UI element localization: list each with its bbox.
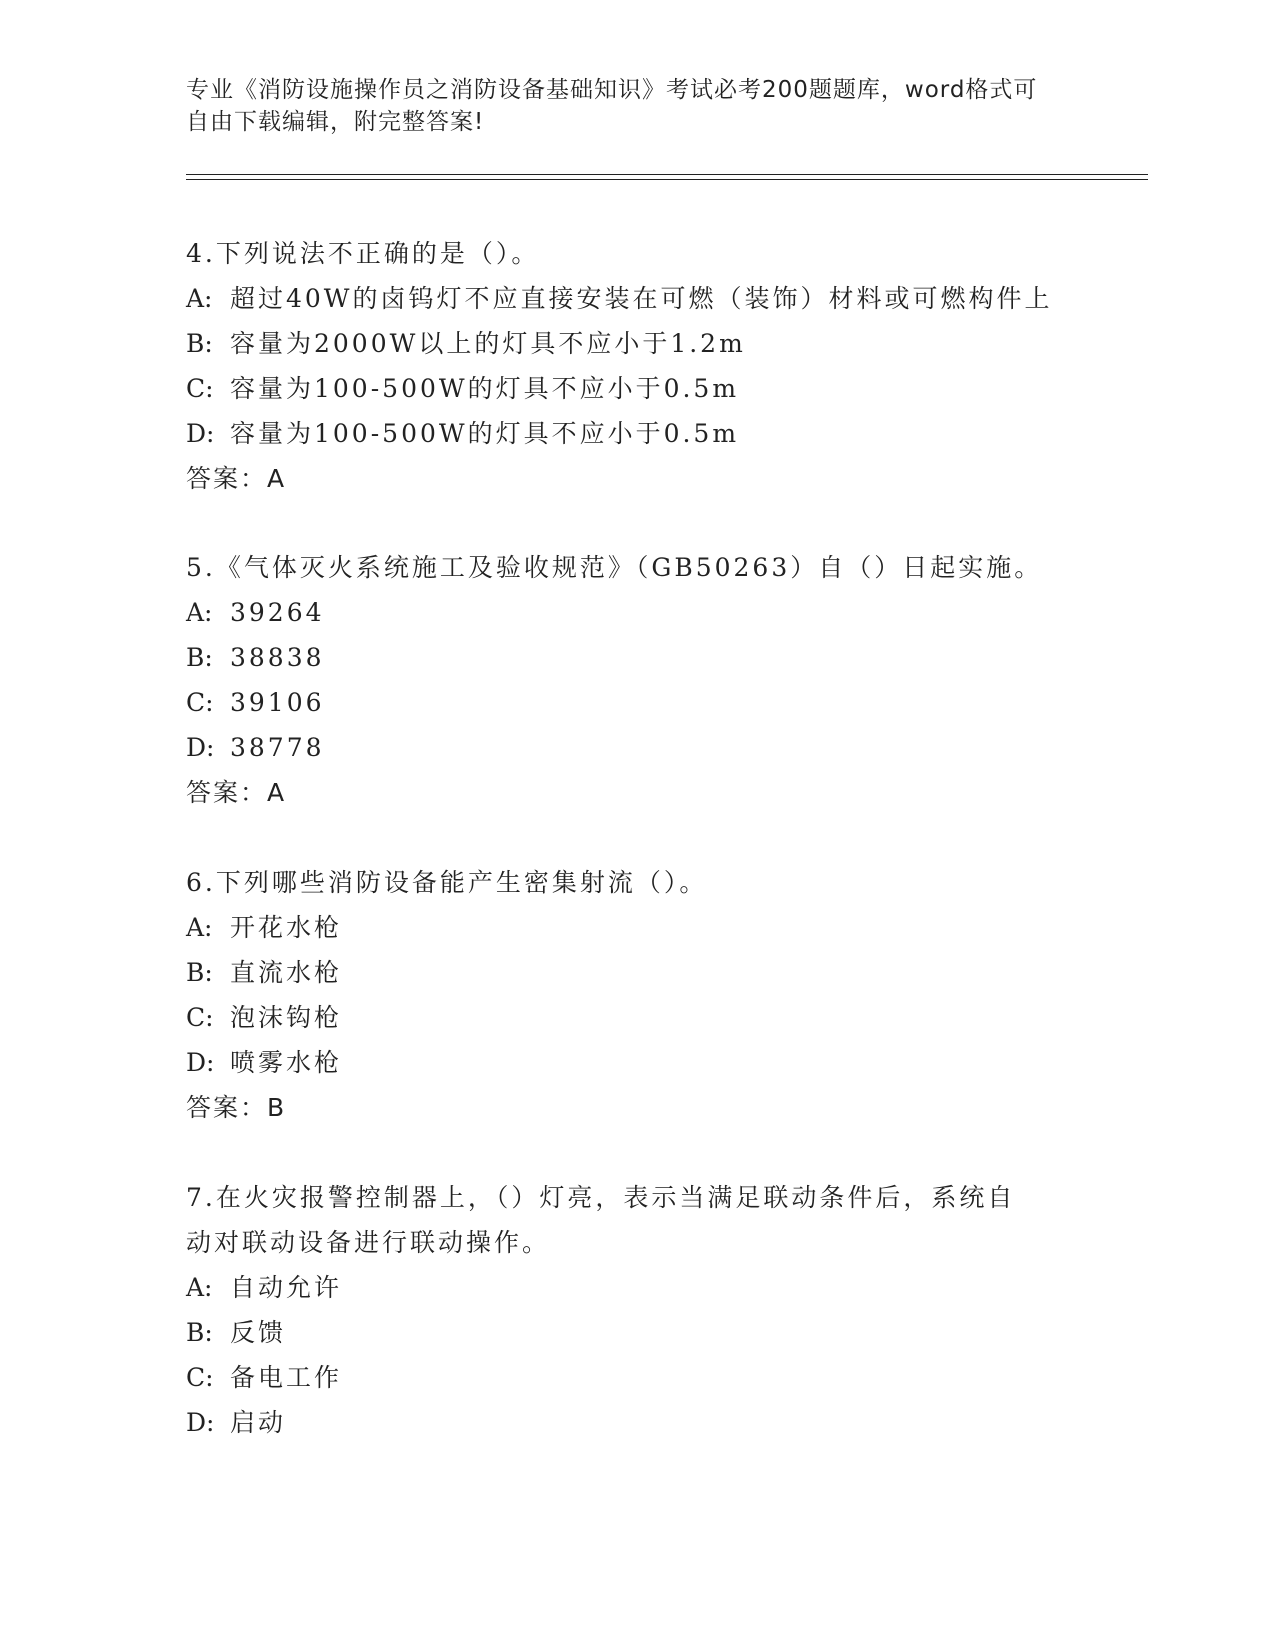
option-letter: A: <box>186 284 213 313</box>
option-letter: B: <box>186 958 213 987</box>
option-text: 容量为100-500W的灯具不应小于0.5m <box>230 374 740 403</box>
option-text: 容量为2000W以上的灯具不应小于1.2m <box>230 329 746 358</box>
option-letter: B: <box>186 1318 213 1347</box>
header-divider-top <box>186 174 1148 175</box>
option-d <box>186 411 1086 456</box>
answer-text: 答案：B <box>186 1093 287 1122</box>
option-letter: C: <box>186 1003 214 1032</box>
header-line-1: 专业《消防设施操作员之消防设备基础知识》考试必考200题题库，word格式可 <box>186 77 1038 103</box>
document-header <box>186 74 1066 138</box>
question-stem: 7.在火灾报警控制器上，（）灯亮，表示当满足联动条件后，系统自 <box>186 1183 1016 1212</box>
option-d <box>186 1040 1086 1085</box>
option-letter: B: <box>186 329 213 358</box>
option-letter: D: <box>186 1408 215 1437</box>
option-letter: D: <box>186 419 215 448</box>
option-letter: D: <box>186 733 215 762</box>
option-b <box>186 950 1086 995</box>
option-letter: C: <box>186 688 214 717</box>
option-text: 启动 <box>230 1408 287 1437</box>
option-text: 38838 <box>230 643 325 672</box>
answer-text: 答案：A <box>186 778 287 807</box>
header-line-2: 自由下载编辑，附完整答案! <box>186 109 485 135</box>
option-letter: A: <box>186 913 213 942</box>
option-letter: C: <box>186 1363 214 1392</box>
question-6 <box>186 860 1086 1130</box>
option-text: 喷雾水枪 <box>230 1048 343 1077</box>
question-stem: 5.《气体灭火系统施工及验收规范》（GB50263）自（）日起实施。 <box>186 553 1043 582</box>
option-letter: B: <box>186 643 213 672</box>
option-letter: D: <box>186 1048 215 1077</box>
option-letter: A: <box>186 598 213 627</box>
option-text: 直流水枪 <box>230 958 343 987</box>
option-text: 39106 <box>230 688 325 717</box>
option-b <box>186 321 1086 366</box>
question-5 <box>186 545 1086 815</box>
option-letter: C: <box>186 374 214 403</box>
option-text: 38778 <box>230 733 325 762</box>
option-text: 泡沫钩枪 <box>230 1003 343 1032</box>
option-c <box>186 680 1086 725</box>
option-c <box>186 1355 1086 1400</box>
option-text: 开花水枪 <box>230 913 343 942</box>
option-letter: A: <box>186 1273 213 1302</box>
option-b <box>186 635 1086 680</box>
option-text: 容量为100-500W的灯具不应小于0.5m <box>230 419 740 448</box>
option-b <box>186 1310 1086 1355</box>
answer-text: 答案：A <box>186 464 287 493</box>
option-text: 备电工作 <box>230 1363 343 1392</box>
option-c <box>186 995 1086 1040</box>
option-a <box>186 276 1086 321</box>
question-stem-continued: 动对联动设备进行联动操作。 <box>186 1228 551 1257</box>
option-d <box>186 1400 1086 1445</box>
option-d <box>186 725 1086 770</box>
option-a <box>186 1265 1086 1310</box>
header-divider-bottom <box>186 179 1148 180</box>
question-stem: 4.下列说法不正确的是（）。 <box>186 239 540 268</box>
option-text: 超过40W的卤钨灯不应直接安装在可燃（装饰）材料或可燃构件上 <box>230 284 1053 313</box>
option-a <box>186 905 1086 950</box>
option-text: 自动允许 <box>230 1273 343 1302</box>
option-text: 反馈 <box>230 1318 287 1347</box>
question-4 <box>186 231 1086 501</box>
option-c <box>186 366 1086 411</box>
option-text: 39264 <box>230 598 325 627</box>
option-a <box>186 590 1086 635</box>
question-stem: 6.下列哪些消防设备能产生密集射流（）。 <box>186 868 708 897</box>
question-7 <box>186 1175 1086 1445</box>
